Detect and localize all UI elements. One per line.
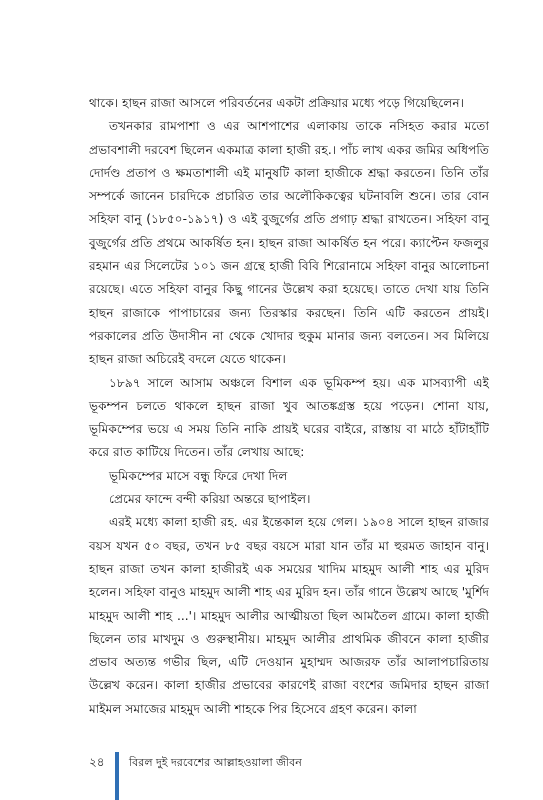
paragraph-4: এরই মধ্যে কালা হাজী রহ. এর ইন্তেকাল হয়ে গেল। ১৯০৪ সালে হাছন রাজার বয়স যখন ৫০ বছর, তখন ৮৫ বছর বয়সে মারা যান তাঁর মা হুরমত জাহান বানু। হাছন রাজা তখন কালা হাজীরই এক সময়ের খাদিম মাহমুদ আলী শাহ এর মুরিদ হলেন। সহিফা বানুও মাহমুদ আলী শাহ এর মুরিদ হন। তাঁর গানে উল্লেখ আছে 'মুর্শিদ মাহমুদ আলী শাহ ...'। মাহমুদ আলীর আত্মীয়তা ছিল আমতৈল গ্রামে। কালা হাজী ছিলেন তার মাখদুম ও গুরুস্থানীয়। মাহমুদ আলীর প্রাথমিক জীবনে কালা হাজীর প্রভাব অত্যন্ত গভীর ছিল, এটি দেওয়ান মুহাম্মদ আজরফ তাঁর আলাপচারিতায় উল্লেখ করেন। কালা হাজীর প্রভাবের কারণেই রাজা বংশের জমিদার হাছন রাজা মাইমল সমাজের মাহমুদ আলী শাহকে পির হিসেবে গ্রহণ করেন। কালা	[89, 515, 489, 716]
page-number: ২৪	[89, 755, 105, 769]
verse-line-2: প্রেমের ফান্দে বন্দী করিয়া অন্তরে ছাপাইল।	[109, 492, 311, 507]
body-text	[89, 92, 489, 721]
footer-divider-bar	[115, 752, 119, 800]
paragraph-1: থাকে। হাছন রাজা আসলে পরিবর্তনের একটা প্রক্রিয়ার মধ্যে পড়ে গিয়েছিলেন।	[89, 96, 464, 110]
paragraph-2: তখনকার রামপাশা ও এর আশপাশের এলাকায় তাকে নসিহত করার মতো প্রভাবশালী দরবেশ ছিলেন একমাত্র কালা হাজী রহ.। পাঁচ লাখ একর জমির অধিপতি দোর্দণ্ড প্রতাপ ও ক্ষমতাশালী এই মানুষটি কালা হাজীকে শ্রদ্ধা করতেন। তিনি তাঁর সম্পর্কে জানেন চারদিকে প্রচারিত তার অলৌকিকত্বের ঘটনাবলি শুনে। তার বোন সহিফা বানু (১৮৫০-১৯১৭) ও এই বুজুর্গের প্রতি প্রগাঢ় শ্রদ্ধা রাখতেন। সহিফা বানু বুজুর্গের প্রতি প্রথমে আকর্ষিত হন। হাছন রাজা আকর্ষিত হন পরে। ক্যাপ্টেন ফজলুর রহমান এর সিলেটের ১০১ জন গ্রন্থে হাজী বিবি শিরোনামে সহিফা বানুর আলোচনা রয়েছে। এতে সহিফা বানুর কিছু গানের উল্লেখ করা হয়েছে। তাতে দেখা যায় তিনি হাছন রাজাকে পাপাচারের জন্য তিরস্কার করছেন। তিনি এটি করতেন প্রায়ই। পরকালের প্রতি উদাসীন না থেকে খোদার হুকুম মানার জন্য বলতেন। সব মিলিয়ে হাছন রাজা অচিরেই বদলে যেতে থাকেন।	[89, 119, 489, 367]
verse-line-1: ভূমিকম্পের মাসে বন্ধু ফিরে দেখা দিল	[109, 468, 288, 483]
page-footer	[89, 752, 509, 800]
running-book-title: বিরল দুই দরবেশের আল্লাহওয়ালা জীবন	[129, 756, 302, 769]
paragraph-3: ১৮৯৭ সালে আসাম অঞ্চলে বিশাল এক ভূমিকম্প হয়। এক মাসব্যাপী এই ভূকম্পন চলতে থাকলে হাছন রাজা খুব আতঙ্কগ্রস্ত হয়ে পড়েন। শোনা যায়, ভূমিকম্পের ভয়ে এ সময় তিনি নাকি প্রায়ই ঘরের বাইরে, রাস্তায় বা মাঠে হাঁটাহাঁটি করে রাত কাটিয়ে দিতেন। তাঁর লেখায় আছে:	[89, 375, 489, 460]
